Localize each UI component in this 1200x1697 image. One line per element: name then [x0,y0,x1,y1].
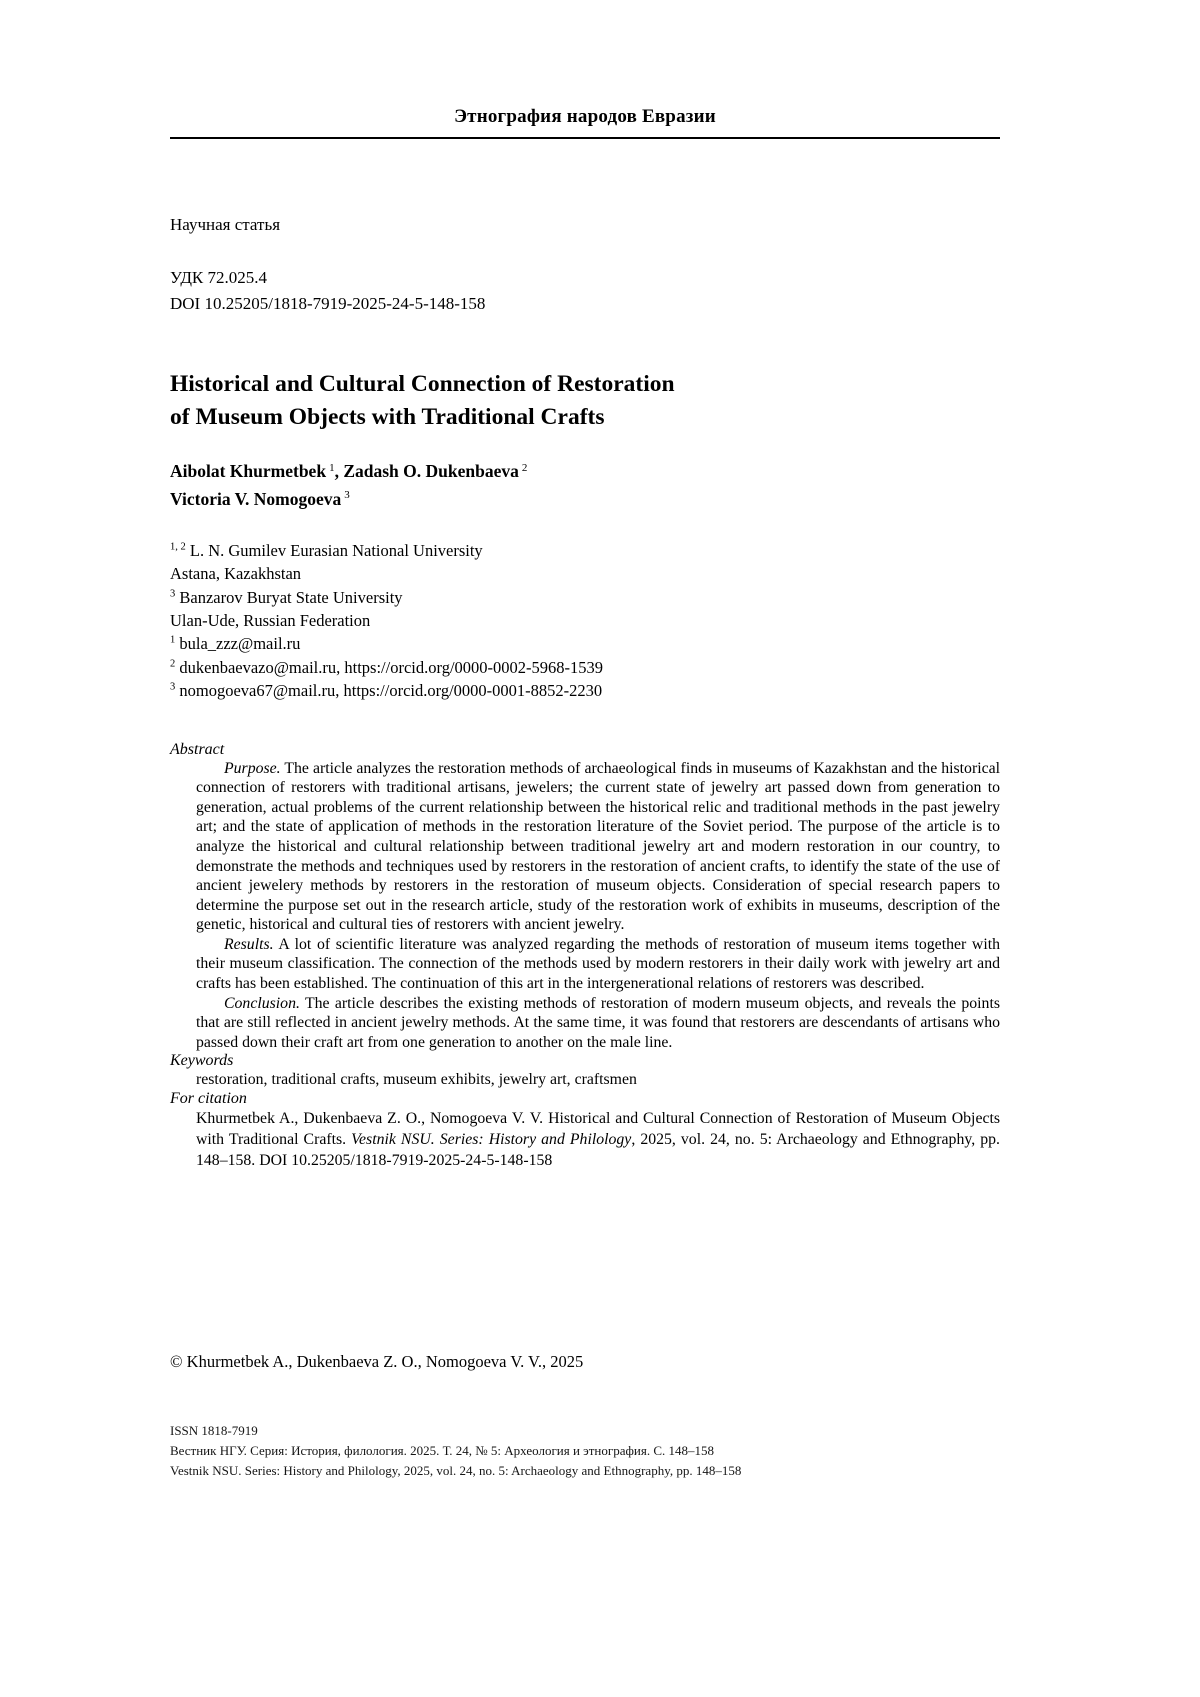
affiliation-text: Ulan-Ude, Russian Federation [170,610,371,630]
page-footer [170,1421,741,1481]
abstract-heading: Abstract [170,740,225,758]
for-citation-heading: For citation [170,1089,247,1107]
authors-line-1 [170,458,1000,485]
authors-line-2 [170,486,1000,513]
author-email-orcid: dukenbaevazo@mail.ru, https://orcid.org/0000-0002-5968-1539 [179,657,604,677]
article-title-line2: of Museum Objects with Traditional Crafts [170,404,605,431]
author-separator: , [334,461,344,482]
affiliation-text: Astana, Kazakhstan [170,564,302,584]
author-name-1: Aibolat Khurmetbek [170,461,327,482]
meta-block [170,265,1000,318]
citation-text-part2: , 2025, vol. 24, no. 5: Archaeology and Ethnography, pp. 148–158. DOI 10.25205/1818-7919-2025-24-5-148-158 [196,1131,1000,1170]
article-type-label: Научная статья [170,215,281,234]
footer-line-en: Vestnik NSU. Series: History and Philology, 2025, vol. 24, no. 5: Archaeology and Ethnography, pp. 148–158 [170,1463,742,1479]
paragraph-text: The article describes the existing methods of restoration of modern museum objects, and reveals the points that are still reflected in ancient jewelry methods. At the same time, it was found that restorers are descendants of artisans who passed down their craft art from one generation to another on the male line. [196,994,1000,1051]
abstract-paragraph-results [170,935,1000,994]
affiliation-line [170,609,1000,632]
article-title [170,368,1000,435]
affiliation-text: L. N. Gumilev Eurasian National University [189,540,483,560]
footer-line-ru: Вестник НГУ. Серия: История, филология. 2025. Т. 24, № 5: Археология и этнография. С. 148–158 [170,1443,715,1459]
affiliation-line [170,562,1000,585]
authors-block [170,458,1000,512]
author-affiliation-marker-3: 3 [344,488,350,501]
author-email-line [170,656,1000,679]
affiliation-text: Banzarov Buryat State University [179,587,403,607]
citation-journal-name: Vestnik NSU. Series: History and Philology [351,1131,632,1149]
paragraph-lead-conclusion: Conclusion. [224,994,300,1012]
paragraph-lead-results: Results. [224,935,274,953]
author-email-orcid: nomogoeva67@mail.ru, https://orcid.org/0000-0001-8852-2230 [179,681,603,701]
udc-number: УДК 72.025.4 [170,268,268,287]
affiliation-marker: 1 [170,634,176,646]
author-name-3: Victoria V. Nomogoeva [170,488,342,509]
affiliations-block [170,539,1000,703]
affiliation-marker: 1, 2 [170,541,186,553]
affiliation-marker: 2 [170,658,176,670]
author-affiliation-marker-2: 2 [521,461,528,474]
author-email-line [170,632,1000,655]
article-title-line1: Historical and Cultural Connection of Restoration [170,370,675,397]
keywords-heading: Keywords [170,1052,234,1070]
citation-text [170,1108,1000,1172]
footer-issn: ISSN 1818-7919 [170,1423,258,1438]
author-email-line [170,679,1000,702]
abstract-paragraph-purpose [170,759,1000,935]
affiliation-line [170,586,1000,609]
paragraph-lead-purpose: Purpose. [224,759,281,777]
author-affiliation-marker-1: 1 [329,461,335,474]
copyright-line: © Khurmetbek A., Dukenbaeva Z. O., Nomogoeva V. V., 2025 [170,1352,584,1371]
affiliation-marker: 3 [170,681,176,693]
paragraph-text: A lot of scientific literature was analyzed regarding the methods of restoration of museum items together with their museum classification. The connection of the methods used by modern restorers in their daily work with jewelry art and crafts has been established. The continuation of this art in the intergenerational relations of restorers was described. [196,935,1001,992]
citation-text-part1: Khurmetbek A., Dukenbaeva Z. O., Nomogoeva V. V. Historical and Cultural Connection of Restoration of Museum Objects with Traditional Crafts. [196,1109,1000,1149]
header-rule [170,137,1000,139]
affiliation-line [170,539,1000,562]
abstract-paragraph-conclusion [170,994,1000,1053]
paragraph-text: The article analyzes the restoration methods of archaeological finds in museums of Kazakhstan and the historical connection of restorers with traditional artisans, jewelers; the current state of jewelry art passed down from generation to generation, actual problems of the current relationship between the historical relic and traditional methods in the past jewelry art; and the state of application of methods in the restoration literature of the Soviet period. The purpose of the article is to analyze the historical and cultural relationship between traditional jewelry art and modern restoration in our country, to demonstrate the methods and techniques used by restorers in the restoration of ancient crafts, to identify the state of the use of ancient jewelery methods by restorers in the restoration of museum objects. Consideration of special research papers to determine the purpose set out in the research article, study of the restoration work of exhibits in museums, description of the genetic, historical and cultural ties of restorers with ancient jewelry. [196,759,1001,934]
author-email: bula_zzz@mail.ru [179,634,301,654]
author-name-2: Zadash O. Dukenbaeva [343,461,519,482]
journal-section-heading: Этнография народов Евразии [454,106,716,127]
affiliation-marker: 3 [170,588,176,599]
keywords-list: restoration, traditional crafts, museum exhibits, jewelry art, craftsmen [196,1071,637,1089]
doi-number: DOI 10.25205/1818-7919-2025-24-5-148-158 [170,294,486,314]
